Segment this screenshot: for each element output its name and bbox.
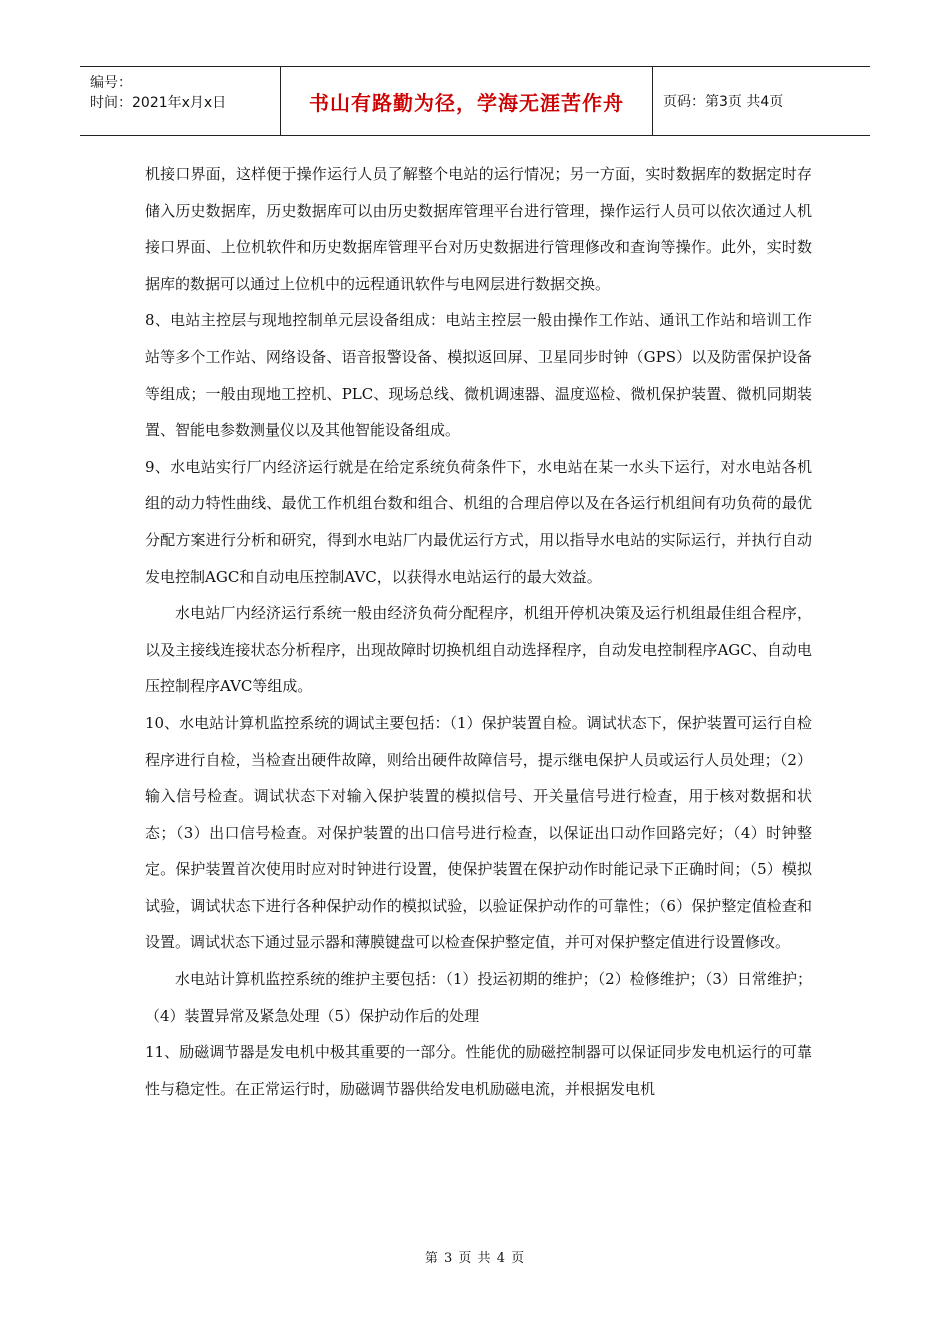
doc-number-label: 编号： <box>90 75 132 91</box>
paragraph-item-11: 11、励磁调节器是发电机中极其重要的一部分。性能优的励磁控制器可以保证同步发电机运行的可靠性与稳定性。在正常运行时，励磁调节器供给发电机励磁电流，并根据发电机 <box>145 1043 812 1098</box>
header-page-number: 页码：第3页 共4页 <box>663 94 784 110</box>
header-meta <box>80 67 281 135</box>
paragraph-economic-system: 水电站厂内经济运行系统一般由经济负荷分配程序，机组开停机决策及运行机组最佳组合程序，以及主接线连接状态分析程序，出现故障时切换机组自动选择程序，自动发电控制程序AGC、自动电压控制程序AVC等组成。 <box>145 604 812 696</box>
paragraph-continuation: 机接口界面，这样便于操作运行人员了解整个电站的运行情况；另一方面，实时数据库的数据定时存储入历史数据库，历史数据库可以由历史数据库管理平台进行管理，操作运行人员可以依次通过人机接口界面、上位机软件和历史数据库管理平台对历史数据进行管理修改和查询等操作。此外，实时数据库的数据可以通过上位机中的远程通讯软件与电网层进行数据交换。 <box>145 165 812 293</box>
paragraph-item-8: 8、电站主控层与现地控制单元层设备组成：电站主控层一般由操作工作站、通讯工作站和培训工作站等多个工作站、网络设备、语音报警设备、模拟返回屏、卫星同步时钟（GPS）以及防雷保护设备等组成；一般由现地工控机、PLC、现场总线、微机调速器、温度巡检、微机保护装置、微机同期装置、智能电参数测量仪以及其他智能设备组成。 <box>145 311 812 440</box>
paragraph-item-9: 9、水电站实行厂内经济运行就是在给定系统负荷条件下，水电站在某一水头下运行，对水电站各机组的动力特性曲线、最优工作机组台数和组合、机组的合理启停以及在各运行机组间有功负荷的最优分配方案进行分析和研究，得到水电站厂内最优运行方式，用以指导水电站的实际运行，并执行自动发电控制AGC和自动电压控制AVC，以获得水电站运行的最大效益。 <box>145 457 812 586</box>
paragraph-item-10: 10、水电站计算机监控系统的调试主要包括：（1）保护装置自检。调试状态下，保护装置可运行自检程序进行自检，当检查出硬件故障，则给出硬件故障信号，提示继电保护人员或运行人员处理；（2）输入信号检查。调试状态下对输入保护装置的模拟信号、开关量信号进行检查，用于核对数据和状态；（3）出口信号检查。对保护装置的出口信号进行检查，以保证出口动作回路完好；（4）时钟整定。保护装置首次使用时应对时钟进行设置，使保护装置在保护动作时能记录下正确时间；（5）模拟试验，调试状态下进行各种保护动作的模拟试验，以验证保护动作的可靠性；（6）保护整定值检查和设置。调试状态下通过显示器和薄膜键盘可以检查保护整定值，并可对保护整定值进行设置修改。 <box>145 713 812 952</box>
doc-date-label: 时间：2021年x月x日 <box>90 95 227 111</box>
header-motto: 书山有路勤为径，学海无涯苦作舟 <box>281 67 653 135</box>
page-header <box>80 66 870 136</box>
paragraph-maintenance: 水电站计算机监控系统的维护主要包括：（1）投运初期的维护；（2）检修维护；（3）日常维护；（4）装置异常及紧急处理（5）保护动作后的处理 <box>145 970 812 1025</box>
page-footer: 第 3 页 共 4 页 <box>424 1251 526 1266</box>
document-body <box>145 156 812 1107</box>
